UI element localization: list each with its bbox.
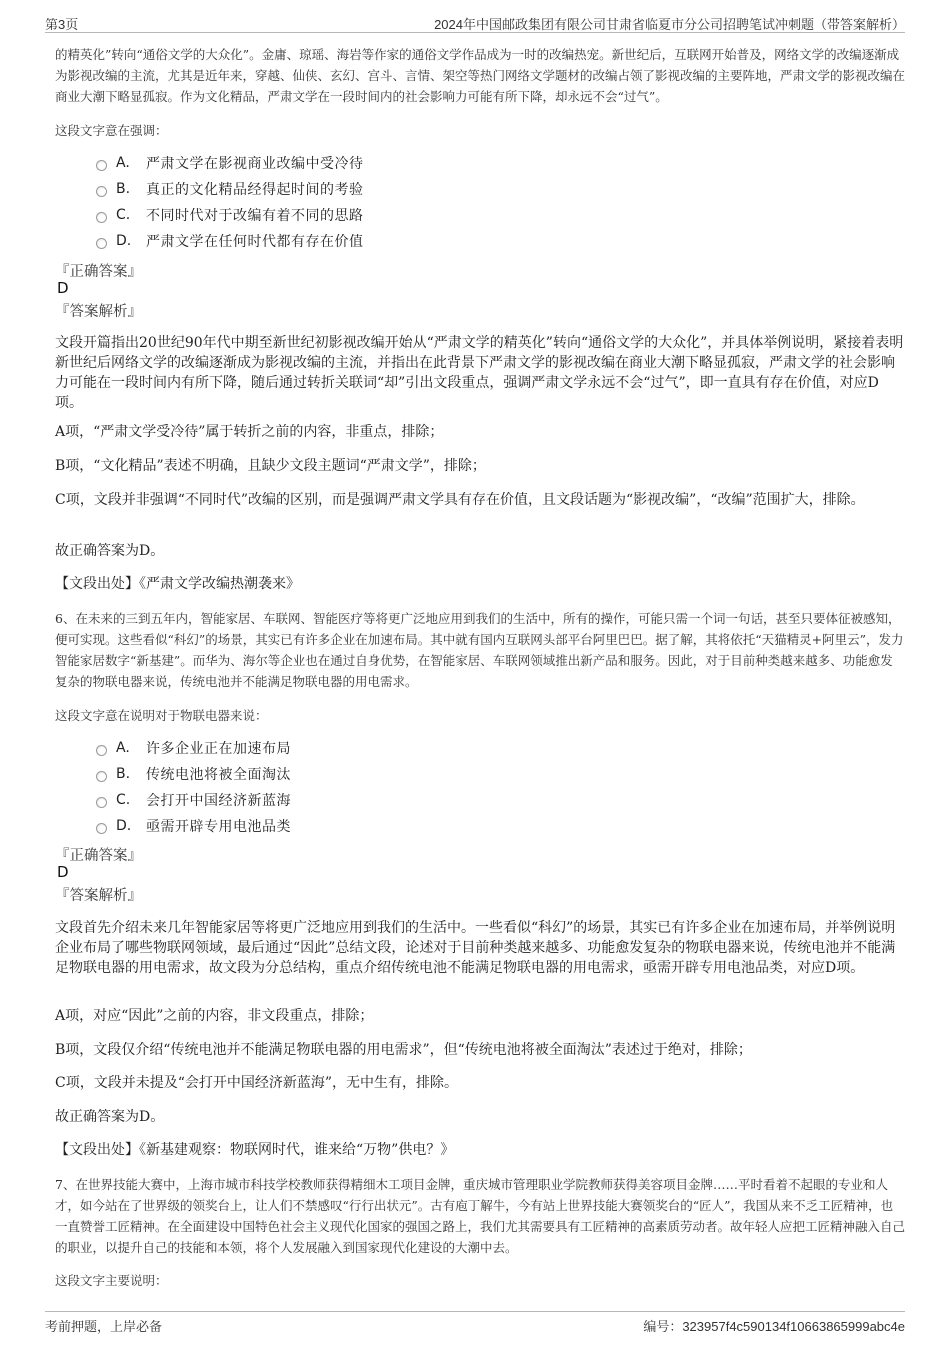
document-title: 2024年中国邮政集团有限公司甘肃省临夏市分公司招聘笔试冲刺题（带答案解析）: [434, 17, 905, 32]
q5-option-b[interactable]: B. 真正的文化精品经得起时间的考验: [96, 176, 364, 202]
serial-label: 编号：: [643, 1319, 683, 1334]
footer-slogan: 考前押题，上岸必备: [45, 1319, 163, 1334]
q5-analysis-label: 『答案解析』: [55, 304, 142, 320]
q6-option-b[interactable]: B. 传统电池将被全面淘汰: [96, 761, 291, 787]
q6-analysis-c: C项，文段并未提及“会打开中国经济新蓝海”，无中生有，排除。: [55, 1075, 459, 1091]
q6-options: [96, 735, 291, 839]
q5-answer-label: 『正确答案』: [55, 264, 142, 280]
page-footer: [45, 1311, 905, 1334]
q6-analysis-label: 『答案解析』: [55, 888, 142, 904]
q6-answer-label: 『正确答案』: [55, 848, 142, 864]
q5-analysis-conclusion: 故正确答案为D。: [55, 543, 165, 559]
q5-prompt: 这段文字意在强调：: [55, 123, 168, 138]
q6-analysis-main: 文段首先介绍未来几年智能家居等将更广泛地应用到我们的生活中。一些看似“科幻”的场景，其实已有许多企业在加速布局，并举例说明企业布局了哪些物联网领域，最后通过“因此”总结文段，论述对于目前种类越来越多、功能愈发复杂的物联电器来说，传统电池并不能满足物联电器的用电需求，故文段为分总结构，重点介绍传统电池不能满足物联电器的用电需求，亟需开辟专用电池品类，对应D项。: [55, 920, 896, 976]
page-header: [45, 12, 905, 33]
radio-icon[interactable]: [96, 823, 107, 834]
q5-option-a[interactable]: A. 严肃文学在影视商业改编中受冷待: [96, 150, 364, 176]
q5-analysis-b: B项，“文化精品”表述不明确，且缺少文段主题词“严肃文学”，排除；: [55, 458, 486, 474]
q5-analysis-c: C项，文段并非强调“不同时代”改编的区别，而是强调严肃文学具有存在价值，且文段话题为“影视改编”，“改编”范围扩大，排除。: [55, 492, 865, 508]
radio-icon[interactable]: [96, 238, 107, 249]
radio-icon[interactable]: [96, 160, 107, 171]
radio-icon[interactable]: [96, 186, 107, 197]
radio-icon[interactable]: [96, 797, 107, 808]
q7-prompt: 这段文字主要说明：: [55, 1273, 168, 1288]
radio-icon[interactable]: [96, 745, 107, 756]
q5-answer: D: [57, 279, 69, 297]
q6-option-d[interactable]: D. 亟需开辟专用电池品类: [96, 813, 291, 839]
q5-options: [96, 150, 364, 254]
radio-icon[interactable]: [96, 771, 107, 782]
q6-source: 【文段出处】《新基建观察：物联网时代，谁来给“万物”供电？》: [55, 1142, 455, 1158]
q5-passage: 的精英化”转向“通俗文学的大众化”。金庸、琼瑶、海岩等作家的通俗文学作品成为一时的改编热宠。新世纪后，互联网开始普及，网络文学的改编逐渐成为影视改编的主流，尤其是近年来，穿越、仙侠、玄幻、宫斗、言情、架空等热门网络文学题材的改编占领了影视改编的主要阵地，严肃文学的影视改编在商业大潮下略显孤寂。作为文化精品，严肃文学在一段时间内的社会影响力可能有所下降，却永远不会“过气”。: [55, 47, 906, 104]
q6-prompt: 这段文字意在说明对于物联电器来说：: [55, 708, 268, 723]
q6-passage: 6、在未来的三到五年内，智能家居、车联网、智能医疗等将更广泛地应用到我们的生活中，所有的操作，可能只需一个词一句话，甚至只要体征被感知，便可实现。这些看似“科幻”的场景，其实已有许多企业在加速布局。其中就有国内互联网头部平台阿里巴巴。据了解，其将依托“天猫精灵+阿里云”，发力智能家居数字“新基建”。而华为、海尔等企业也在通过自身优势，在智能家居、车联网领域推出新产品和服务。因此，对于目前种类越来越多、功能愈发复杂的物联电器来说，传统电池并不能满足物联电器的用电需求。: [55, 611, 904, 689]
page-number: 第3页: [45, 17, 79, 32]
q6-answer: D: [57, 863, 69, 881]
q5-source: 【文段出处】《严肃文学改编热潮袭来》: [55, 576, 300, 592]
serial-number: 323957f4c590134f10663865999abc4e: [682, 1319, 905, 1334]
q6-option-a[interactable]: A. 许多企业正在加速布局: [96, 735, 291, 761]
q6-option-c[interactable]: C. 会打开中国经济新蓝海: [96, 787, 291, 813]
q6-analysis-a: A项，对应“因此”之前的内容，非文段重点，排除；: [55, 1008, 374, 1024]
radio-icon[interactable]: [96, 212, 107, 223]
q5-analysis-a: A项，“严肃文学受冷待”属于转折之前的内容，非重点，排除；: [55, 424, 444, 440]
q7-passage: 7、在世界技能大赛中，上海市城市科技学校教师获得精细木工项目金牌，重庆城市管理职业学院教师获得美容项目金牌……平时看着不起眼的专业和人才，如今站在了世界级的领奖台上，让人们不禁感叹“行行出状元”。古有庖丁解牛，今有站上世界技能大赛领奖台的“匠人”，我国从来不乏工匠精神，也一直赞誉工匠精神。在全面建设中国特色社会主义现代化国家的强国之路上，我们尤其需要具有工匠精神的高素质劳动者。故年轻人应把工匠精神融入自己的职业，以提升自己的技能和本领，将个人发展融入到国家现代化建设的大潮中去。: [55, 1177, 906, 1255]
q6-analysis-conclusion: 故正确答案为D。: [55, 1109, 165, 1125]
footer-serial: [643, 1316, 905, 1335]
q5-option-d[interactable]: D. 严肃文学在任何时代都有存在价值: [96, 228, 364, 254]
q5-analysis-main: 文段开篇指出20世纪90年代中期至新世纪初影视改编开始从“严肃文学的精英化”转向“通俗文学的大众化”，并具体举例说明，紧接着表明新世纪后网络文学的改编逐渐成为影视改编的主流，并指出在此背景下严肃文学的影视改编在商业大潮下略显孤寂，严肃文学的社会影响力可能在一段时间内有所下降，随后通过转折关联词“却”引出文段重点，强调严肃文学永远不会“过气”，即一直具有存在价值，对应D项。: [55, 335, 904, 411]
q5-option-c[interactable]: C. 不同时代对于改编有着不同的思路: [96, 202, 364, 228]
q6-analysis-b: B项，文段仅介绍“传统电池并不能满足物联电器的用电需求”，但“传统电池将被全面淘汰”表述过于绝对，排除；: [55, 1042, 752, 1058]
